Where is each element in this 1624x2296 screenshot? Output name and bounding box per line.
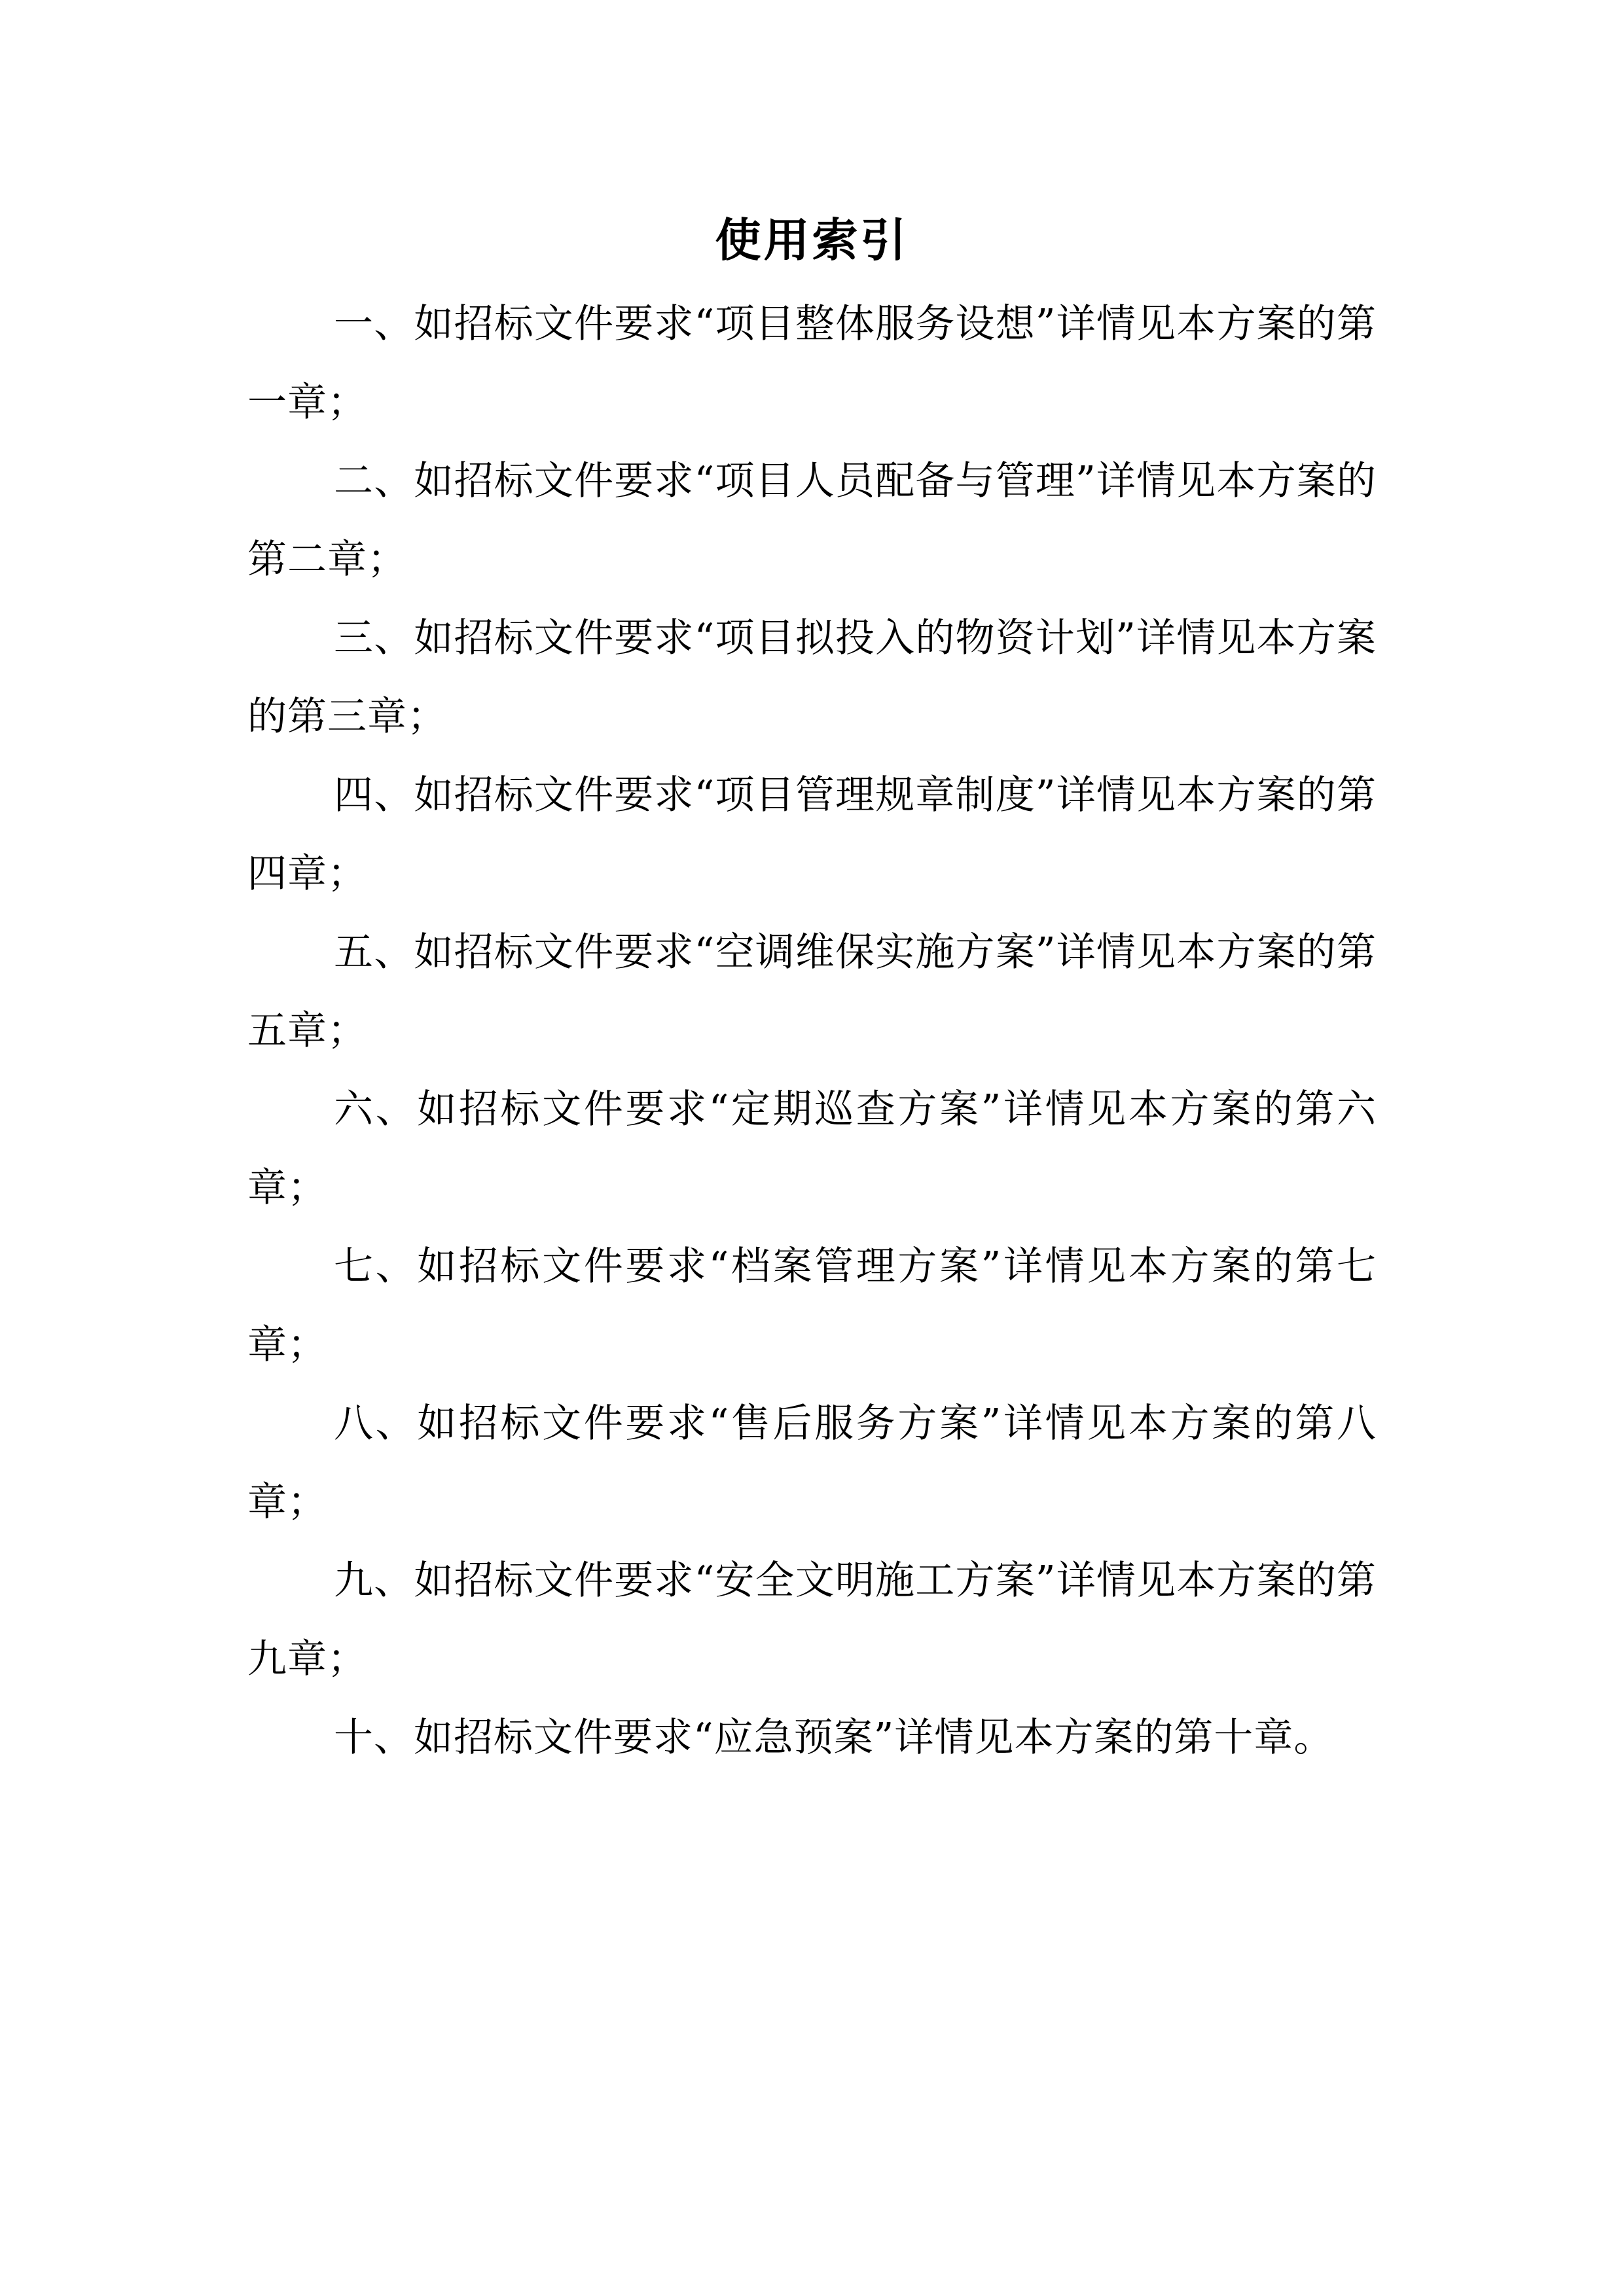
document-page xyxy=(247,196,1377,1777)
index-entry-8: 八、如招标文件要求“售后服务方案”详情见本方案的第八章； xyxy=(247,1401,1377,1525)
index-entry-9: 九、如招标文件要求“安全文明施工方案”详情见本方案的第九章； xyxy=(247,1558,1377,1682)
page-title: 使用索引 xyxy=(715,213,909,267)
index-entry-10: 十、如招标文件要求“应急预案”详情见本方案的第十章。 xyxy=(334,1715,1334,1761)
index-entry-4: 四、如招标文件要求“项目管理规章制度”详情见本方案的第四章； xyxy=(247,772,1377,897)
index-entry-1: 一、如招标文件要求“项目整体服务设想”详情见本方案的第一章； xyxy=(247,301,1377,425)
index-entry-3: 三、如招标文件要求“项目拟投入的物资计划”详情见本方案的第三章； xyxy=(247,615,1377,740)
index-entry-2: 二、如招标文件要求“项目人员配备与管理”详情见本方案的第二章； xyxy=(247,458,1377,583)
index-entry-6: 六、如招标文件要求“定期巡查方案”详情见本方案的第六章； xyxy=(247,1086,1377,1211)
index-entry-5: 五、如招标文件要求“空调维保实施方案”详情见本方案的第五章； xyxy=(247,929,1377,1054)
index-entry-7: 七、如招标文件要求“档案管理方案”详情见本方案的第七章； xyxy=(247,1244,1377,1368)
